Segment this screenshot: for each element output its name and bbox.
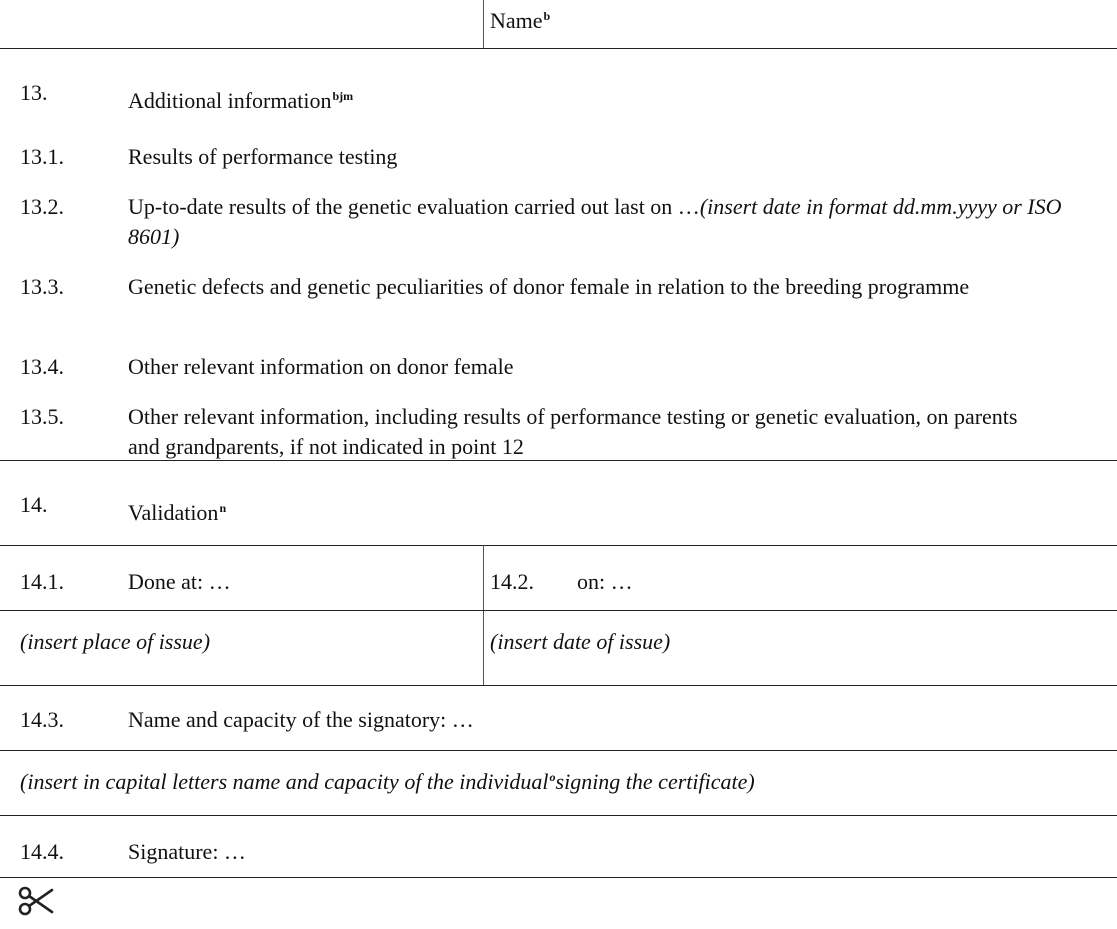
item-13-2-number: 13.2. (20, 194, 64, 219)
item-13-5-number: 13.5. (20, 404, 64, 429)
signatory-hint: (insert in capital letters name and capacity of the individual$^o$signing the certificate) (20, 769, 755, 794)
place-of-issue-hint: (insert place of issue) (20, 629, 211, 654)
on-number: 14.2. (490, 569, 534, 594)
signatory-number: 14.3. (20, 707, 64, 732)
signature-label: Signature: … (128, 839, 246, 864)
validation-divider (483, 545, 484, 685)
scissors-icon (18, 884, 58, 918)
rule (0, 610, 1117, 611)
item-13-4-number: 13.4. (20, 354, 64, 379)
section-13-title: Additional information$^{bjm}$ (128, 88, 354, 113)
section-14-title: Validation$^n$ (128, 500, 227, 525)
item-13-1-text: Results of performance testing (128, 144, 398, 169)
item-13-2-text: Up-to-date results of the genetic evaluation carried out last on …(insert date in format dd.mm.yyyy or ISO 8601) (128, 194, 1062, 249)
item-13-3-number: 13.3. (20, 274, 64, 299)
header-divider (483, 0, 484, 48)
done-at-label: Done at: … (128, 569, 231, 594)
rule (0, 685, 1117, 686)
item-13-1-number: 13.1. (20, 144, 64, 169)
name-header: Name$^b$ (490, 8, 551, 33)
item-13-3-text: Genetic defects and genetic peculiarities of donor female in relation to the breeding programme (128, 274, 970, 299)
rule (0, 545, 1117, 546)
item-13-5-text: Other relevant information, including results of performance testing or genetic evaluation, on parents and grandparents, if not indicated in point 12 (128, 404, 1018, 459)
rule (0, 750, 1117, 751)
rule (0, 815, 1117, 816)
date-of-issue-hint: (insert date of issue) (490, 629, 671, 654)
signatory-label: Name and capacity of the signatory: … (128, 707, 474, 732)
section-13-number: 13. (20, 80, 48, 105)
rule (0, 460, 1117, 461)
rule (0, 48, 1117, 49)
done-at-number: 14.1. (20, 569, 64, 594)
item-13-4-text: Other relevant information on donor female (128, 354, 514, 379)
on-label: on: … (577, 569, 633, 594)
signature-number: 14.4. (20, 839, 64, 864)
cut-line (0, 877, 1117, 878)
section-14-number: 14. (20, 492, 48, 517)
